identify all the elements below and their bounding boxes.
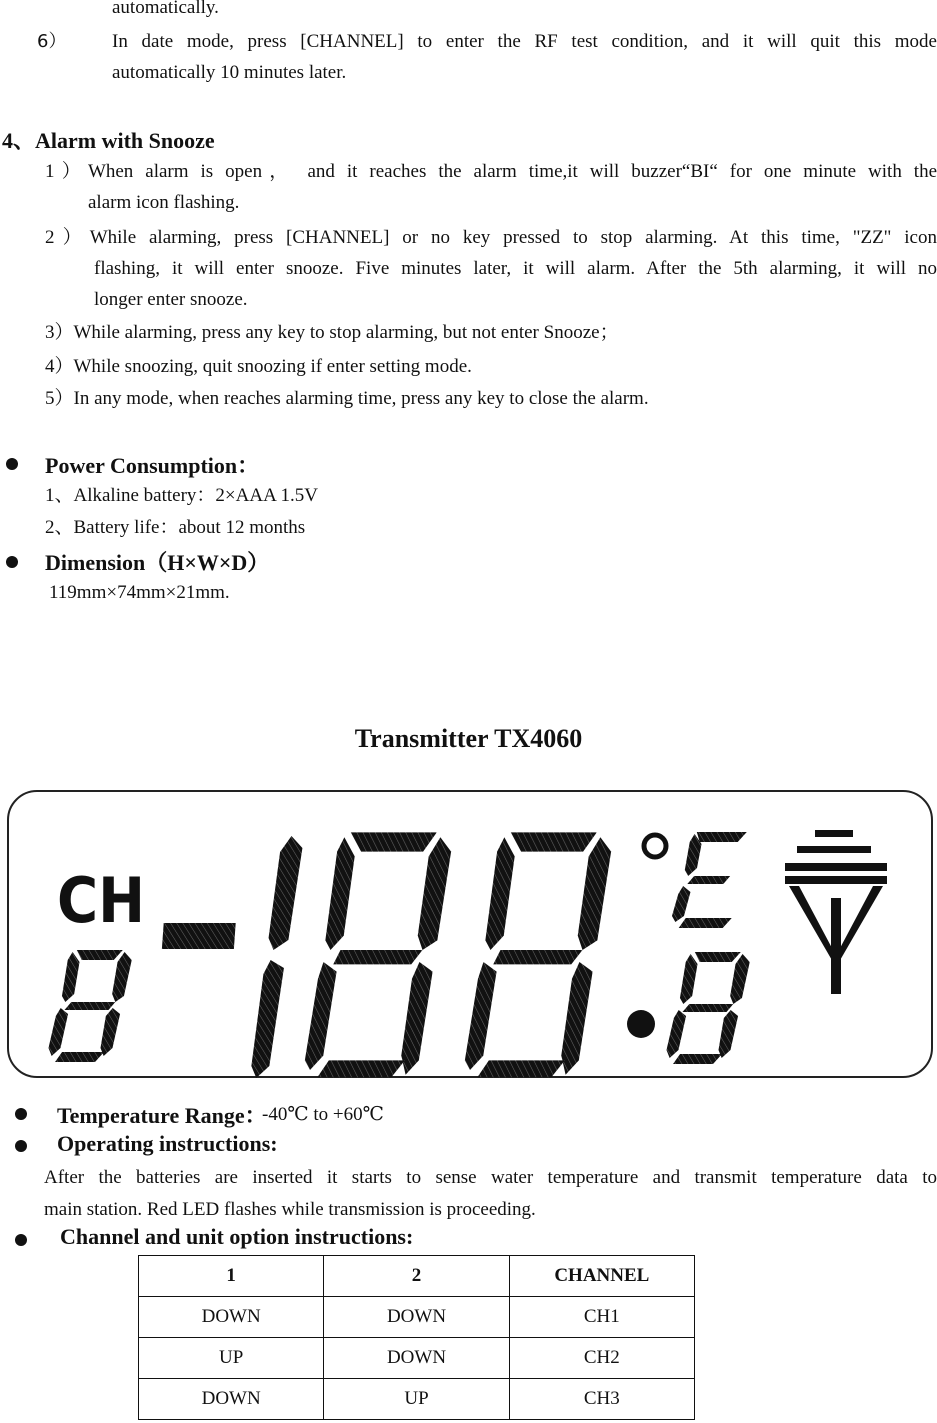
snooze-item-3: 3）While alarming, press any key to stop alarming, but not enter Snooze； [45,322,619,343]
lcd-unit-f [671,832,747,928]
table-row [139,1379,695,1420]
lcd-minus-segment [162,923,236,949]
snooze-item-2-cont: longer enter snooze. [94,289,248,310]
table-cell: DOWN [139,1379,324,1420]
snooze-item-2-cont: flashing, it will enter snooze. Five minutes later, it will alarm. After the 5th alarming, it will no [94,258,937,279]
dimension-value: 119mm×74mm×21mm. [49,582,230,603]
lcd-digit-one [250,836,303,1078]
section-heading-operating: Operating instructions: [57,1131,278,1156]
operating-line-1: After the batteries are inserted it starts to sense water temperature and transmit temperature data to [44,1167,937,1188]
bullet-icon [15,1108,27,1120]
snooze-item-5: 5）In any mode, when reaches alarming time, press any key to close the alarm. [45,388,649,409]
table-cell: DOWN [324,1338,509,1379]
temperature-range-value: -40℃ to +60℃ [262,1104,384,1125]
table-cell: UP [324,1379,509,1420]
table-cell: DOWN [139,1297,324,1338]
bullet-icon [15,1234,27,1246]
lcd-channel-digit [47,950,133,1062]
table-row [139,1297,695,1338]
lcd-display-graphic [7,790,933,1078]
table-row [139,1338,695,1379]
section-heading-temperature: Temperature Range： [57,1103,267,1128]
bullet-icon [6,556,18,568]
snooze-item-2: 2）While alarming, press [CHANNEL] or no key pressed to stop alarming. At this time, "ZZ" icon [45,227,937,248]
power-line-1: 1、Alkaline battery：2×AAA 1.5V [45,485,318,506]
table-header-row [139,1256,695,1297]
signal-antenna-icon [785,830,887,994]
table-cell: DOWN [324,1297,509,1338]
section-heading-snooze: 4、Alarm with Snooze [2,128,215,153]
lcd-digit-8 [463,832,612,1077]
item-6-line: In date mode, press [CHANNEL] to enter the RF test condition, and it will quit this mode [112,31,937,52]
snooze-item-4: 4）While snoozing, quit snoozing if enter setting mode. [45,356,472,377]
bullet-icon [15,1140,27,1152]
section-heading-power: Power Consumption： [45,453,260,478]
lcd-decimal-digit [665,952,751,1064]
table-header-cell: CHANNEL [509,1256,694,1297]
snooze-item-1-cont: alarm icon flashing. [88,192,240,213]
section-heading-channel: Channel and unit option instructions: [60,1224,414,1249]
lcd-degree-symbol [644,835,666,857]
lcd-digit-8 [303,832,452,1077]
page-title: Transmitter TX4060 [354,724,583,753]
lcd-decimal-point [627,1010,655,1038]
operating-line-2: main station. Red LED flashes while transmission is proceeding. [44,1199,536,1220]
bullet-icon [6,458,18,470]
section-heading-dimension: Dimension（H×W×D） [45,550,270,575]
table-cell: CH2 [509,1338,694,1379]
power-line-2: 2、Battery life：about 12 months [45,517,306,538]
item-number: 6） [37,31,67,52]
snooze-item-1: 1）When alarm is open， and it reaches the alarm time,it will buzzer“BI“ for one minute with the [45,161,937,182]
table-cell: UP [139,1338,324,1379]
table-header-cell: 2 [324,1256,509,1297]
lcd-display-panel [7,790,933,1078]
table-cell: CH1 [509,1297,694,1338]
item-6-line: automatically 10 minutes later. [112,62,347,83]
table-cell: CH3 [509,1379,694,1420]
channel-option-table [138,1255,695,1420]
lcd-ch-label: CH [57,864,145,937]
continuation-text: automatically. [112,0,219,18]
table-header-cell: 1 [139,1256,324,1297]
